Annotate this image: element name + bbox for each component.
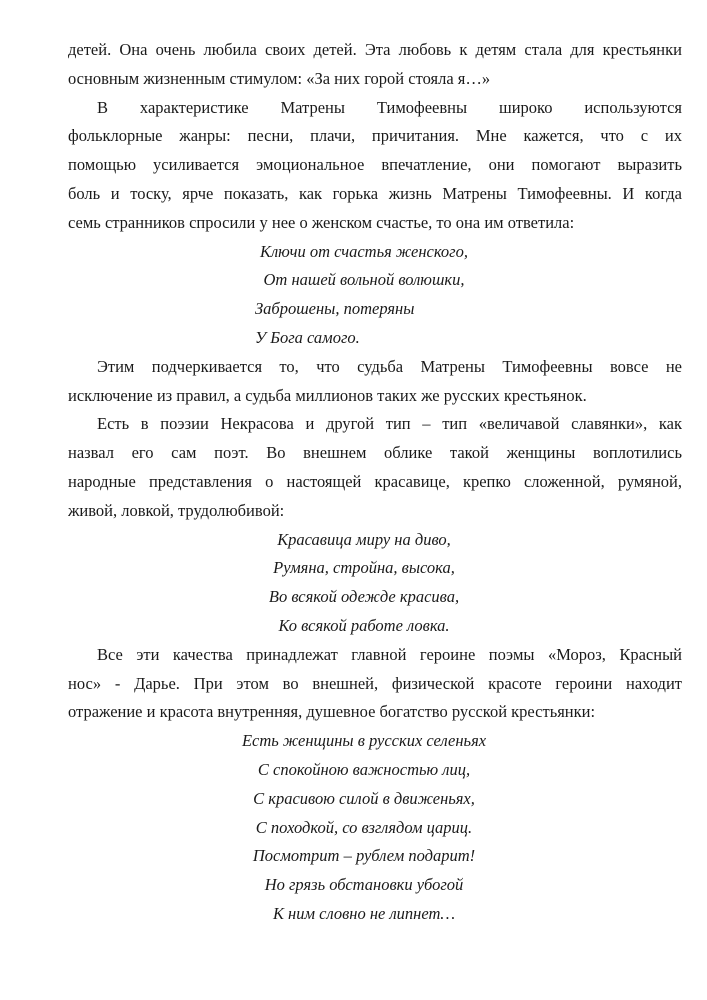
verse-quote-3 <box>68 727 682 929</box>
text-line: исключение из правил, а судьба миллионов таких же русских крестьянок. <box>68 385 587 405</box>
verse-line: С походкой, со взглядом цариц. <box>255 817 473 837</box>
text-line: Все эти качества принадлежат главной героине поэмы «Мороз, Красный <box>97 644 682 664</box>
text-line: основным жизненным стимулом: «За них горой стояла я…» <box>68 68 491 88</box>
verse-line: С красивою силой в движеньях, <box>253 788 475 808</box>
verse-line: У Бога самого. <box>255 327 360 347</box>
paragraph-3 <box>68 353 682 411</box>
verse-line: К ним словно не липнет… <box>272 903 456 923</box>
text-line: боль и тоску, ярче показать, как горька жизнь Матрены Тимофеевны. И когда <box>68 183 682 203</box>
verse-line: С спокойною важностью лиц, <box>257 759 471 779</box>
paragraph-1 <box>68 36 682 94</box>
paragraph-4 <box>68 410 682 525</box>
verse-line: Румяна, стройна, высока, <box>273 558 455 578</box>
text-line: Есть в поэзии Некрасова и другой тип – тип «величавой славянки», как <box>97 414 682 434</box>
text-line: фольклорные жанры: песни, плачи, причитания. Мне кажется, что с их <box>68 126 682 146</box>
verse-line: Но грязь обстановки убогой <box>264 875 464 895</box>
text-line: помощью усиливается эмоциональное впечатление, они помогают выразить <box>68 155 682 175</box>
text-line: нос» - Дарье. При этом во внешней, физической красоте героини находит <box>68 673 682 693</box>
text-line: семь странников спросили у нее о женском счастье, то она им ответила: <box>68 212 575 232</box>
verse-line: Ко всякой работе ловка. <box>278 615 450 635</box>
text-line: отражение и красота внутренняя, душевное богатство русской крестьянки: <box>68 702 596 722</box>
verse-line: От нашей вольной волюшки, <box>263 270 465 290</box>
paragraph-5 <box>68 641 682 727</box>
text-line: живой, ловкой, трудолюбивой: <box>68 500 285 520</box>
verse-line: Красавица миру на диво, <box>277 529 451 549</box>
verse-line: Ключи от счастья женского, <box>260 241 468 261</box>
text-line: назвал его сам поэт. Во внешнем облике такой женщины воплотились <box>68 443 682 463</box>
verse-quote-2 <box>68 526 682 641</box>
text-line: народные представления о настоящей красавице, крепко сложенной, румяной, <box>68 471 682 491</box>
verse-line: Посмотрит – рублем подарит! <box>252 846 476 866</box>
text-column <box>68 36 682 929</box>
text-line: В характеристике Матрены Тимофеевны широко используются <box>97 97 682 117</box>
text-line: Этим подчеркивается то, что судьба Матрены Тимофеевны вовсе не <box>97 356 682 376</box>
text-line: детей. Она очень любила своих детей. Эта любовь к детям стала для крестьянки <box>68 40 682 59</box>
verse-line: Есть женщины в русских селеньях <box>241 731 487 751</box>
verse-quote-1 <box>68 238 682 353</box>
verse-line: Во всякой одежде красива, <box>268 587 460 607</box>
verse-line: Заброшены, потеряны <box>255 299 415 319</box>
paragraph-2 <box>68 94 682 238</box>
